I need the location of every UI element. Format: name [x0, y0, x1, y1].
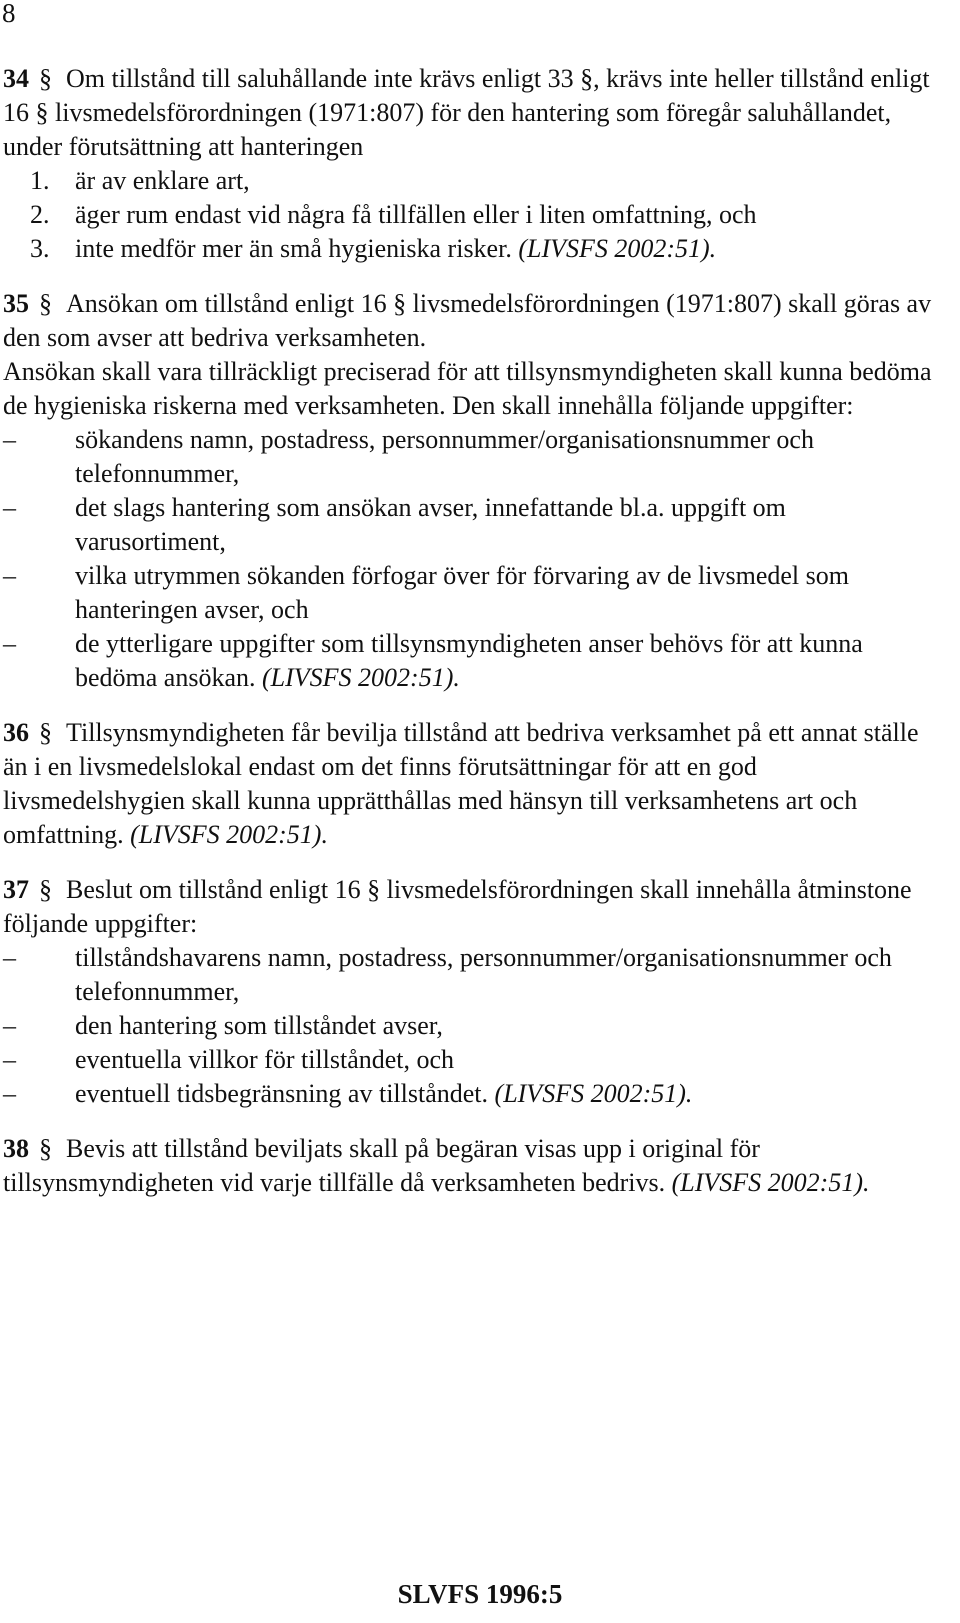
paragraph-sign: § — [39, 718, 52, 747]
section-36 — [3, 716, 933, 852]
list-item-text: är av enklare art, — [75, 166, 250, 195]
list-item-text: det slags hantering som ansökan avser, innefattande bl.a. uppgift om varusortiment, — [75, 493, 786, 556]
list-item — [3, 1043, 933, 1077]
dash-list — [3, 941, 933, 1111]
list-item-text: den hantering som tillståndet avser, — [75, 1011, 443, 1040]
section-37 — [3, 873, 933, 1111]
section-38-text — [3, 1132, 933, 1200]
legal-reference: (LIVSFS 2002:51). — [494, 1079, 693, 1108]
list-item-text: tillståndshavarens namn, postadress, personnummer/organisationsnummer och telefonnummer, — [75, 943, 892, 1006]
section-36-body: Tillsynsmyndigheten får bevilja tillstånd att bedriva verksamhet på ett annat ställe än i en livsmedelslokal endast om det finns förutsättningar för att en god livsmedelshygien skall kunna upprätthållas med hänsyn till verksamhetens art och omfattning. — [3, 718, 919, 849]
list-item — [3, 941, 933, 1009]
section-number: 34 — [3, 64, 29, 93]
section-34-text: Om tillstånd till saluhållande inte krävs enligt 33 §, krävs inte heller tillstånd enligt 16 § livsmedelsförordningen (1971:807) för den hantering som föregår saluhållandet, under förutsättning att hanteringen — [3, 64, 930, 161]
list-item-text: äger rum endast vid några få tillfällen eller i liten omfattning, och — [75, 200, 757, 229]
section-36-text — [3, 716, 933, 852]
list-item-text: eventuella villkor för tillståndet, och — [75, 1045, 455, 1074]
section-number: 37 — [3, 875, 29, 904]
numbered-list — [3, 164, 933, 266]
section-35-requirements: Ansökan skall vara tillräckligt preciserad för att tillsynsmyndigheten skall kunna bedöma de hygieniska riskerna med verksamheten. Den skall innehålla följande uppgifter: — [3, 357, 932, 420]
dash-marker: – — [3, 493, 16, 522]
section-38 — [3, 1132, 933, 1200]
legal-reference: (LIVSFS 2002:51). — [130, 820, 328, 849]
section-number: 35 — [3, 289, 29, 318]
legal-reference: (LIVSFS 2002:51). — [671, 1168, 870, 1197]
section-34 — [3, 62, 933, 266]
paragraph-sign: § — [39, 1134, 52, 1163]
dash-marker: – — [3, 425, 16, 454]
list-number: 3. — [30, 234, 50, 263]
list-item-text: eventuell tidsbegränsning av tillståndet. — [75, 1079, 489, 1108]
paragraph-sign: § — [39, 875, 52, 904]
list-item — [3, 423, 933, 491]
list-item-text: sökandens namn, postadress, personnummer/organisationsnummer och telefonnummer, — [75, 425, 814, 488]
paragraph-sign: § — [39, 64, 52, 93]
dash-marker: – — [3, 561, 16, 590]
section-number: 38 — [3, 1134, 29, 1163]
section-35-text: Ansökan om tillstånd enligt 16 § livsmedelsförordningen (1971:807) skall göras av den som avser att bedriva verksamheten. — [3, 289, 932, 352]
list-item-text: inte medför mer än små hygieniska risker. — [75, 234, 512, 263]
list-item-text: de ytterligare uppgifter som tillsynsmyndigheten anser behövs för att kunna bedöma ansökan. — [75, 629, 863, 692]
list-item — [3, 232, 933, 266]
list-number: 2. — [30, 200, 50, 229]
page-footer: SLVFS 1996:5 — [397, 1579, 563, 1609]
section-38-body: Bevis att tillstånd beviljats skall på begäran visas upp i original för tillsynsmyndigheten vid varje tillfälle då verksamheten bedrivs. — [3, 1134, 760, 1197]
dash-marker: – — [3, 1045, 16, 1074]
section-number: 36 — [3, 718, 29, 747]
list-item — [3, 164, 933, 198]
legal-reference: (LIVSFS 2002:51). — [518, 234, 717, 263]
section-34-intro — [3, 62, 933, 164]
dash-marker: – — [3, 943, 16, 972]
paragraph-sign: § — [39, 289, 52, 318]
list-item — [3, 559, 933, 627]
legal-reference: (LIVSFS 2002:51). — [262, 663, 460, 692]
section-37-text: Beslut om tillstånd enligt 16 § livsmedelsförordningen skall innehålla åtminstone följande uppgifter: — [3, 875, 912, 938]
list-item-text: vilka utrymmen sökanden förfogar över för förvaring av de livsmedel som hanteringen avser, och — [75, 561, 849, 624]
page-number: 8 — [2, 0, 16, 28]
list-item — [3, 1009, 933, 1043]
document-body — [3, 62, 933, 1221]
list-item — [3, 198, 933, 232]
dash-list — [3, 423, 933, 695]
list-number: 1. — [30, 166, 50, 195]
dash-marker: – — [3, 629, 16, 658]
list-item — [3, 491, 933, 559]
list-item — [3, 627, 933, 695]
section-35 — [3, 287, 933, 695]
section-37-intro — [3, 873, 933, 941]
dash-marker: – — [3, 1079, 16, 1108]
dash-marker: – — [3, 1011, 16, 1040]
section-35-intro — [3, 287, 933, 355]
list-item — [3, 1077, 933, 1111]
